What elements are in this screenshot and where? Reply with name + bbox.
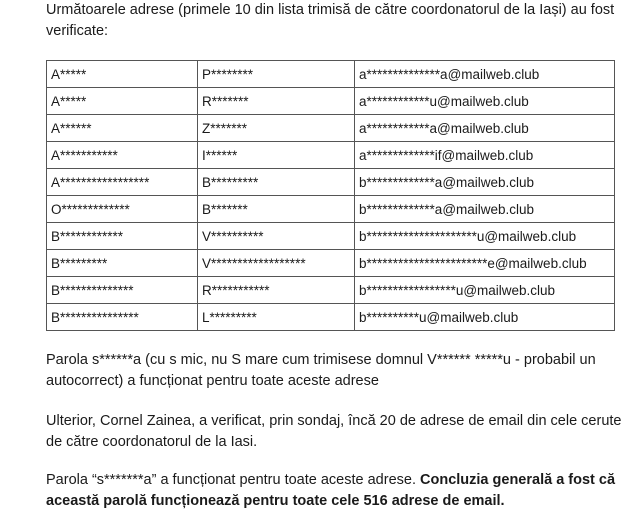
- table-row: [47, 142, 615, 169]
- email-cell: a**************a@mailweb.club: [355, 61, 615, 88]
- table-row: [47, 304, 615, 331]
- paragraph-password-case: Parola s******a (cu s mic, nu S mare cum trimisese domnul V****** *****u - probabil un autocorrect) a funcționat pentru toate aceste adrese: [46, 352, 596, 389]
- conclusion-bold-text: Concluzia generală a fost că această parolă funcționează pentru toate cele 516 adrese de email.: [46, 472, 616, 509]
- table-row: [47, 277, 615, 304]
- table-row: [47, 88, 615, 115]
- last-name-cell: R***********: [198, 277, 355, 304]
- intro-text: Următoarele adrese (primele 10 din lista trimisă de către coordonatorul de la Iași) au fost verificate:: [46, 2, 615, 39]
- table-row: [47, 169, 615, 196]
- last-name-cell: R*******: [198, 88, 355, 115]
- email-cell: b*************a@mailweb.club: [355, 169, 615, 196]
- email-table: [46, 60, 615, 331]
- email-cell: b**********u@mailweb.club: [355, 304, 615, 331]
- email-cell: b*********************u@mailweb.club: [355, 223, 615, 250]
- first-name-cell: B*********: [47, 250, 198, 277]
- paragraph-sample-check: Ulterior, Cornel Zainea, a verificat, prin sondaj, încă 20 de adrese de email din cele cerute de către coordonatorul de la Iasi.: [46, 413, 622, 450]
- email-cell: b*************a@mailweb.club: [355, 196, 615, 223]
- last-name-cell: Z*******: [198, 115, 355, 142]
- table-row: [47, 196, 615, 223]
- first-name-cell: A*****: [47, 88, 198, 115]
- last-name-cell: B*********: [198, 169, 355, 196]
- last-name-cell: V******************: [198, 250, 355, 277]
- email-cell: b***********************e@mailweb.club: [355, 250, 615, 277]
- conclusion-normal-text: Parola “s*******a” a funcționat pentru toate aceste adrese.: [46, 472, 421, 488]
- email-cell: b*****************u@mailweb.club: [355, 277, 615, 304]
- first-name-cell: A*****************: [47, 169, 198, 196]
- email-cell: a************u@mailweb.club: [355, 88, 615, 115]
- email-cell: a************a@mailweb.club: [355, 115, 615, 142]
- last-name-cell: V**********: [198, 223, 355, 250]
- first-name-cell: A***********: [47, 142, 198, 169]
- first-name-cell: B***************: [47, 304, 198, 331]
- last-name-cell: P********: [198, 61, 355, 88]
- first-name-cell: O*************: [47, 196, 198, 223]
- first-name-cell: B**************: [47, 277, 198, 304]
- table-row: [47, 61, 615, 88]
- first-name-cell: A******: [47, 115, 198, 142]
- paragraph-conclusion: [46, 470, 636, 512]
- first-name-cell: B************: [47, 223, 198, 250]
- table-row: [47, 223, 615, 250]
- last-name-cell: I******: [198, 142, 355, 169]
- last-name-cell: B*******: [198, 196, 355, 223]
- email-cell: a*************if@mailweb.club: [355, 142, 615, 169]
- table-row: [47, 115, 615, 142]
- table-row: [47, 250, 615, 277]
- first-name-cell: A*****: [47, 61, 198, 88]
- email-table-body: [47, 61, 615, 331]
- last-name-cell: L*********: [198, 304, 355, 331]
